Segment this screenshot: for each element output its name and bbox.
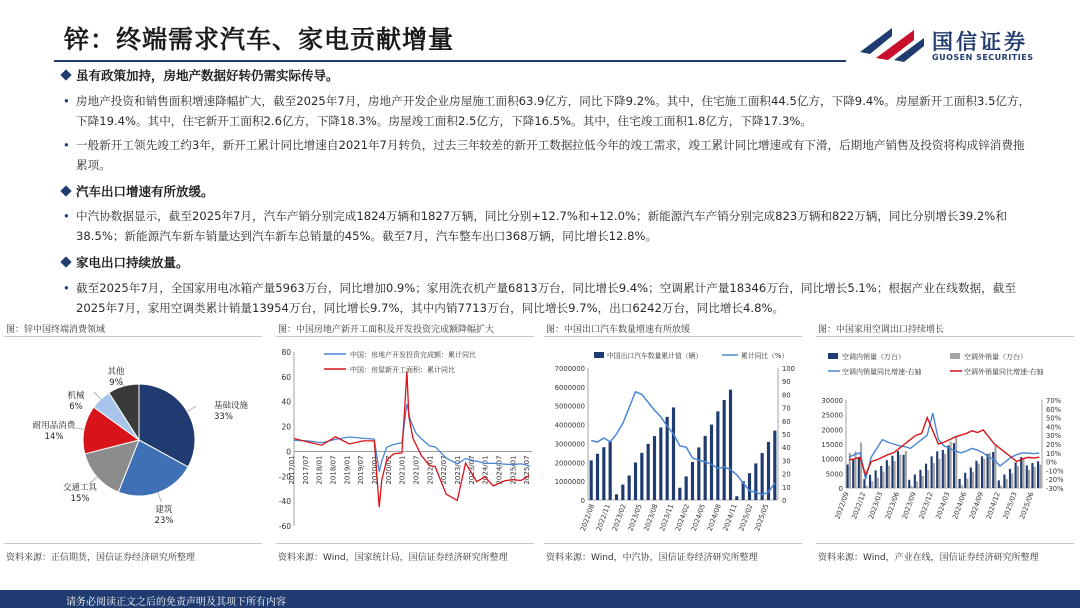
bar-export-sales xyxy=(882,472,884,488)
legend-label: 累计同比（%） xyxy=(741,352,789,360)
bar-domestic-sales xyxy=(936,451,938,488)
pie-label-value: 33% xyxy=(214,412,233,422)
bar-domestic-sales xyxy=(964,473,966,488)
source-rule xyxy=(276,543,534,544)
x-tick-label: 2024/06 xyxy=(951,490,969,521)
x-tick-label: 2023/08 xyxy=(642,502,660,533)
paragraph-auto: • 中汽协数据显示，截至2025年7月，汽车产销分别完成1824万辆和1827万辆，同比分别+12.7%和+12.0%；新能源汽车产销分别完成823万辆和822万辆，同比分别增长39.2%和38.5%；新能源汽车新车销量达到汽车新车总销量的45%。截至7月，汽车整车出口368万辆，同比增长12.8%。 xyxy=(62,206,1036,246)
panel-title-pie: 图：锌中国终端消费领域 xyxy=(6,325,106,335)
y-tick-left: 0 xyxy=(580,497,585,505)
y-tick-left: 20000 xyxy=(821,426,843,435)
x-tick-label: 2021/01 xyxy=(398,455,407,485)
pie-label-value: 6% xyxy=(69,402,83,412)
bar-export-volume xyxy=(710,425,713,500)
x-tick-label: 2023/01 xyxy=(454,455,463,485)
bar-domestic-sales xyxy=(903,455,905,488)
bar-export-sales xyxy=(922,476,924,488)
panel-title-aircon: 图：中国家用空调出口持续增长 xyxy=(818,325,945,335)
bar-domestic-sales xyxy=(1020,457,1022,488)
bar-domestic-sales xyxy=(992,452,994,488)
guosen-logo-icon xyxy=(858,22,928,66)
bar-export-sales xyxy=(1006,479,1008,488)
legend-swatch xyxy=(950,353,960,359)
x-tick-label: 2023/11 xyxy=(658,502,676,533)
pie-label-name: 建筑 xyxy=(155,505,173,515)
bar-export-sales xyxy=(894,461,896,488)
panel-rule xyxy=(544,336,802,337)
line-chart-realestate xyxy=(276,340,538,540)
pie-label-name: 其他 xyxy=(107,367,125,377)
y-tick-label: -40 xyxy=(278,497,291,507)
series-line-yoy xyxy=(591,392,775,495)
legend-label: 空调外销量（万台） xyxy=(964,353,1027,361)
series-line-newstarts xyxy=(294,372,532,508)
legend-label: 中国出口汽车数量累计值（辆） xyxy=(607,352,703,360)
y-tick-left: 6000000 xyxy=(554,383,585,392)
bar-export-sales xyxy=(938,459,940,488)
x-tick-label: 2025/01 xyxy=(509,455,518,485)
bar-export-sales xyxy=(955,436,957,488)
bar-domestic-sales xyxy=(1015,462,1017,488)
bar-export-sales xyxy=(944,454,946,488)
bar-domestic-sales xyxy=(1009,469,1011,488)
bar-chart-auto-export xyxy=(544,340,806,540)
bar-domestic-sales xyxy=(875,470,877,488)
x-tick-label: 2020/07 xyxy=(384,455,393,485)
x-tick-label: 2023/12 xyxy=(917,490,935,521)
pie-label-value: 23% xyxy=(154,516,174,526)
bar-export-volume xyxy=(735,496,738,500)
bar-domestic-sales xyxy=(942,450,944,488)
section-heading-appliance: 家电出口持续放量。 xyxy=(62,253,189,271)
y-tick-label: 0 xyxy=(286,447,291,457)
bar-export-volume xyxy=(729,390,732,500)
bar-export-volume xyxy=(647,444,650,500)
bar-domestic-sales xyxy=(1026,465,1028,488)
x-tick-label: 2024/12 xyxy=(984,490,1002,521)
y-tick-left: 30000 xyxy=(821,397,843,405)
y-tick-right: 80 xyxy=(782,391,791,400)
bar-domestic-sales xyxy=(998,480,1000,488)
bar-domestic-sales xyxy=(981,456,983,488)
source-realestate: 资料来源：Wind，国家统计局，国信证券经济研究所整理 xyxy=(278,553,508,563)
bar-export-volume xyxy=(704,436,707,500)
pie-label-value: 9% xyxy=(109,378,123,388)
y-tick-left: 25000 xyxy=(821,411,843,420)
y-tick-right: -30% xyxy=(1046,485,1064,493)
bar-export-sales xyxy=(1000,486,1002,488)
y-tick-right: 30% xyxy=(1046,432,1062,441)
section-heading-auto: 汽车出口增速有所放缓。 xyxy=(62,182,214,200)
pie-label-name: 耐用品消费 xyxy=(32,421,76,431)
x-tick-label: 2024/07 xyxy=(495,455,504,485)
y-tick-right: -10% xyxy=(1046,467,1064,476)
y-tick-left: 5000000 xyxy=(554,402,585,411)
pie-label-name: 基础设施 xyxy=(214,401,249,411)
y-tick-left: 5000 xyxy=(825,470,843,479)
pie-leader-line xyxy=(94,392,101,399)
bar-domestic-sales xyxy=(1037,461,1039,488)
bar-domestic-sales xyxy=(987,454,989,488)
legend-swatch xyxy=(828,353,838,359)
x-tick-label: 2023/09 xyxy=(900,490,918,521)
panel-rule xyxy=(816,336,1074,337)
y-tick-left: 4000000 xyxy=(554,421,585,430)
diamond-bullet-icon xyxy=(60,256,71,267)
x-tick-label: 2022/09 xyxy=(833,490,851,521)
bar-export-sales xyxy=(905,451,907,488)
x-tick-label: 2023/02 xyxy=(610,502,628,533)
source-rule xyxy=(816,543,1074,544)
bullet-dot-icon: • xyxy=(63,94,70,108)
y-tick-left: 3000000 xyxy=(554,440,585,449)
bar-export-volume xyxy=(596,454,599,500)
bar-domestic-sales xyxy=(925,464,927,488)
y-tick-right: 20% xyxy=(1046,441,1062,449)
x-tick-label: 2018/01 xyxy=(315,455,324,485)
bar-domestic-sales xyxy=(863,479,865,488)
y-tick-label: 80 xyxy=(281,348,291,357)
title-rule xyxy=(54,60,846,62)
paragraph-realestate-1: • 房地产投资和销售面积增速降幅扩大，截至2025年7月，房地产开发企业房屋施工面积63.9亿方，同比下降9.2%。其中，住宅施工面积44.5亿方，下降9.4%。房屋新开工面积3.5亿方，下降19.4%。其中，住宅新开工面积2.6亿方，下降18.3%。房屋竣工面积2.5亿方，下降16.5%。其中，住宅竣工面积1.8亿方，下降17.3%。 xyxy=(62,91,1036,131)
bar-export-volume xyxy=(640,453,643,500)
legend-label: 空调内销量同比增速-右轴 xyxy=(842,368,922,376)
bar-export-sales xyxy=(927,470,929,488)
pie-leader-line xyxy=(74,428,84,430)
bar-export-sales xyxy=(966,479,968,488)
y-tick-label: 60 xyxy=(281,372,291,382)
bar-domestic-sales xyxy=(908,480,910,488)
x-tick-label: 2025/07 xyxy=(523,455,532,485)
x-tick-label: 2022/01 xyxy=(426,455,435,485)
bar-domestic-sales xyxy=(959,479,961,488)
bar-export-sales xyxy=(983,459,985,488)
bar-domestic-sales xyxy=(1003,475,1005,488)
bar-export-sales xyxy=(1022,459,1024,488)
bar-export-sales xyxy=(1017,466,1019,488)
y-tick-right: 90 xyxy=(782,378,791,387)
y-tick-label: 40 xyxy=(281,397,291,407)
x-tick-label: 2017/07 xyxy=(301,455,310,485)
y-tick-right: 50% xyxy=(1046,414,1062,423)
bar-export-sales xyxy=(972,472,974,488)
bar-domestic-sales xyxy=(891,456,893,488)
bar-export-sales xyxy=(854,451,856,488)
bar-export-volume xyxy=(761,453,764,500)
y-tick-label: -20 xyxy=(278,472,291,482)
source-rule xyxy=(544,543,802,544)
y-tick-left: 2000000 xyxy=(554,459,585,468)
bar-domestic-sales xyxy=(914,475,916,488)
x-tick-label: 2023/05 xyxy=(626,502,644,533)
x-tick-label: 2023/07 xyxy=(467,455,476,485)
bar-export-sales xyxy=(1011,473,1013,488)
x-tick-label: 2022/08 xyxy=(579,502,597,533)
y-tick-right: 70 xyxy=(782,404,791,413)
paragraph-realestate-2: • 一般新开工领先竣工约3年，新开工累计同比增速自2021年7月转负，过去三年较差的新开工数据拉低今年的竣工需求，竣工累计同比增速或有下滑，后期地产销售及投资将构成锌消费拖累项。 xyxy=(62,135,1036,175)
bar-export-sales xyxy=(849,453,851,488)
bar-export-sales xyxy=(978,464,980,488)
source-pie: 资料来源：正信期货，国信证券经济研究所整理 xyxy=(6,553,196,563)
bar-domestic-sales xyxy=(1031,463,1033,488)
footer-disclaimer: 请务必阅读正文之后的免责声明及其项下所有内容 xyxy=(66,597,286,608)
x-tick-label: 2024/03 xyxy=(934,490,952,521)
bar-domestic-sales xyxy=(886,460,888,488)
legend-label: 空调外销量同比增速-右轴 xyxy=(964,368,1044,376)
panel-title-realestate: 图：中国房地产新开工面积及开发投资完成额降幅扩大 xyxy=(278,325,495,335)
panel-rule xyxy=(276,336,534,337)
y-tick-right: -20% xyxy=(1046,476,1064,485)
pie-label-value: 15% xyxy=(70,494,90,504)
y-tick-right: 0% xyxy=(1046,458,1057,467)
pie-label-name: 机械 xyxy=(67,391,85,401)
paragraph-appliance: • 截至2025年7月，全国家用电冰箱产量5963万台，同比增加0.9%；家用洗衣机产量6813万台，同比增长9.4%；空调累计产量18346万台，同比增长5.1%；根据产业在线数据，截至2025年7月，家用空调类累计销量13954万台，同比增长9.7%，其中内销7713万台，同比增长9.7%，出口6242万台，同比增长4.8%。 xyxy=(62,278,1036,318)
bar-domestic-sales xyxy=(975,461,977,488)
bar-export-sales xyxy=(899,455,901,488)
bar-export-volume xyxy=(628,475,631,500)
x-tick-label: 2022/12 xyxy=(850,490,868,521)
legend-label: 中国：房屋新开工面积：累计同比 xyxy=(350,366,455,374)
pie-label-value: 14% xyxy=(44,432,64,442)
x-tick-label: 2021/07 xyxy=(412,455,421,485)
bar-export-volume xyxy=(615,494,618,500)
bar-domestic-sales xyxy=(931,456,933,488)
guosen-logo xyxy=(858,22,1058,66)
bar-export-volume xyxy=(697,447,700,500)
bar-export-sales xyxy=(1028,470,1030,488)
bar-export-volume xyxy=(685,476,688,500)
bar-export-sales xyxy=(1039,465,1041,488)
diamond-bullet-icon xyxy=(60,69,71,80)
bar-domestic-sales xyxy=(852,459,854,488)
y-tick-right: 10% xyxy=(1046,449,1062,458)
page-title: 锌：终端需求汽车、家电贡献增量 xyxy=(64,25,455,54)
bar-export-volume xyxy=(678,488,681,500)
bar-domestic-sales xyxy=(897,451,899,488)
bar-export-sales xyxy=(961,485,963,488)
pie-leader-line xyxy=(187,406,196,411)
y-tick-right: 70% xyxy=(1046,397,1062,405)
bar-export-volume xyxy=(634,462,637,500)
y-tick-right: 20 xyxy=(782,470,791,479)
source-rule xyxy=(4,543,262,544)
y-tick-right: 40% xyxy=(1046,423,1062,432)
y-tick-left: 1000000 xyxy=(554,478,585,487)
y-tick-right: 60 xyxy=(782,417,791,426)
bar-domestic-sales xyxy=(919,470,921,488)
footer-bar xyxy=(0,590,1080,608)
x-tick-label: 2019/01 xyxy=(343,455,352,485)
x-tick-label: 2023/03 xyxy=(867,490,885,521)
x-tick-label: 2018/07 xyxy=(329,455,338,485)
x-tick-label: 2024/01 xyxy=(481,455,490,485)
bar-export-volume xyxy=(723,400,726,500)
x-tick-label: 2022/11 xyxy=(594,502,613,533)
y-tick-right: 50 xyxy=(782,431,791,439)
section-heading-realestate: 虽有政策加持，房地产数据好转仍需实际传导。 xyxy=(62,66,339,84)
bar-export-volume xyxy=(754,463,757,500)
y-tick-right: 100 xyxy=(782,365,795,373)
bullet-dot-icon: • xyxy=(63,281,70,295)
pie-label-name: 交通工具 xyxy=(62,483,98,493)
bar-export-volume xyxy=(666,417,669,500)
x-tick-label: 2024/09 xyxy=(967,490,986,521)
bar-export-volume xyxy=(602,447,605,500)
pie-leader-line xyxy=(158,493,161,502)
panel-rule xyxy=(4,336,262,337)
y-tick-left: 0 xyxy=(838,485,843,493)
x-tick-label: 2019/07 xyxy=(357,455,366,485)
x-tick-label: 2017/01 xyxy=(288,455,296,485)
bar-export-sales xyxy=(994,445,996,488)
bar-export-volume xyxy=(691,462,694,500)
bar-export-sales xyxy=(877,478,879,488)
source-aircon: 资料来源：Wind，产业在线，国信证券经济研究所整理 xyxy=(818,553,1039,563)
bar-export-volume xyxy=(653,436,656,500)
x-tick-label: 2024/02 xyxy=(674,502,692,533)
y-tick-right: 30 xyxy=(782,457,791,466)
y-tick-right: 0 xyxy=(782,497,787,505)
bar-domestic-sales xyxy=(869,475,871,488)
y-tick-right: 40 xyxy=(782,444,791,453)
y-tick-label: 20 xyxy=(281,422,291,432)
pie-chart-zinc-consumption xyxy=(4,340,262,540)
bar-export-sales xyxy=(933,463,935,488)
x-tick-label: 2023/06 xyxy=(883,490,902,521)
x-tick-label: 2025/06 xyxy=(1018,490,1036,521)
bar-chart-aircon xyxy=(816,340,1078,540)
x-tick-label: 2024/05 xyxy=(689,502,708,533)
bar-export-volume xyxy=(621,485,624,500)
legend-label: 中国：房地产开发投资完成额：累计同比 xyxy=(350,351,476,359)
y-tick-left: 10000 xyxy=(821,455,843,464)
y-tick-label: -60 xyxy=(278,522,291,531)
x-tick-label: 2025/03 xyxy=(1001,490,1019,521)
bullet-dot-icon: • xyxy=(63,138,70,152)
logo-en-text: GUOSEN SECURITIES xyxy=(932,53,1034,62)
bar-export-sales xyxy=(888,466,890,488)
bar-domestic-sales xyxy=(858,458,860,488)
bar-domestic-sales xyxy=(947,445,949,488)
bar-export-volume xyxy=(609,441,612,500)
source-auto: 资料来源：Wind，中汽协，国信证券经济研究所整理 xyxy=(546,553,758,563)
y-tick-right: 10 xyxy=(782,483,791,492)
x-tick-label: 2022/07 xyxy=(440,455,449,485)
bar-export-volume xyxy=(716,411,719,500)
bar-domestic-sales xyxy=(970,467,972,488)
x-tick-label: 2020/01 xyxy=(371,455,380,485)
y-tick-left: 7000000 xyxy=(554,365,585,373)
diamond-bullet-icon xyxy=(60,185,71,196)
bar-export-sales xyxy=(1034,467,1036,488)
bar-export-volume xyxy=(773,431,776,500)
bar-export-sales xyxy=(916,481,918,488)
legend-swatch xyxy=(594,352,604,358)
bar-export-volume xyxy=(748,473,751,500)
bar-export-sales xyxy=(910,486,912,488)
panel-title-auto: 图：中国出口汽车数量增速有所放缓 xyxy=(546,325,691,335)
bar-export-sales xyxy=(871,481,873,488)
logo-cn-text: 国信证券 xyxy=(932,30,1028,54)
bar-export-volume xyxy=(672,407,675,500)
legend-label: 空调内销量（万台） xyxy=(842,353,905,361)
bar-export-sales xyxy=(860,443,862,488)
y-tick-right: 60% xyxy=(1046,405,1062,414)
x-tick-label: 2024/11 xyxy=(721,502,739,533)
y-tick-left: 15000 xyxy=(821,441,843,449)
bar-export-sales xyxy=(866,486,868,488)
x-tick-label: 2025/02 xyxy=(737,502,755,533)
bar-export-volume xyxy=(590,460,593,500)
bullet-dot-icon: • xyxy=(63,209,70,223)
bar-export-volume xyxy=(659,427,662,500)
x-tick-label: 2024/08 xyxy=(705,502,723,533)
bar-domestic-sales xyxy=(880,466,882,488)
x-tick-label: 2025/05 xyxy=(753,502,771,533)
bar-domestic-sales xyxy=(847,465,849,488)
